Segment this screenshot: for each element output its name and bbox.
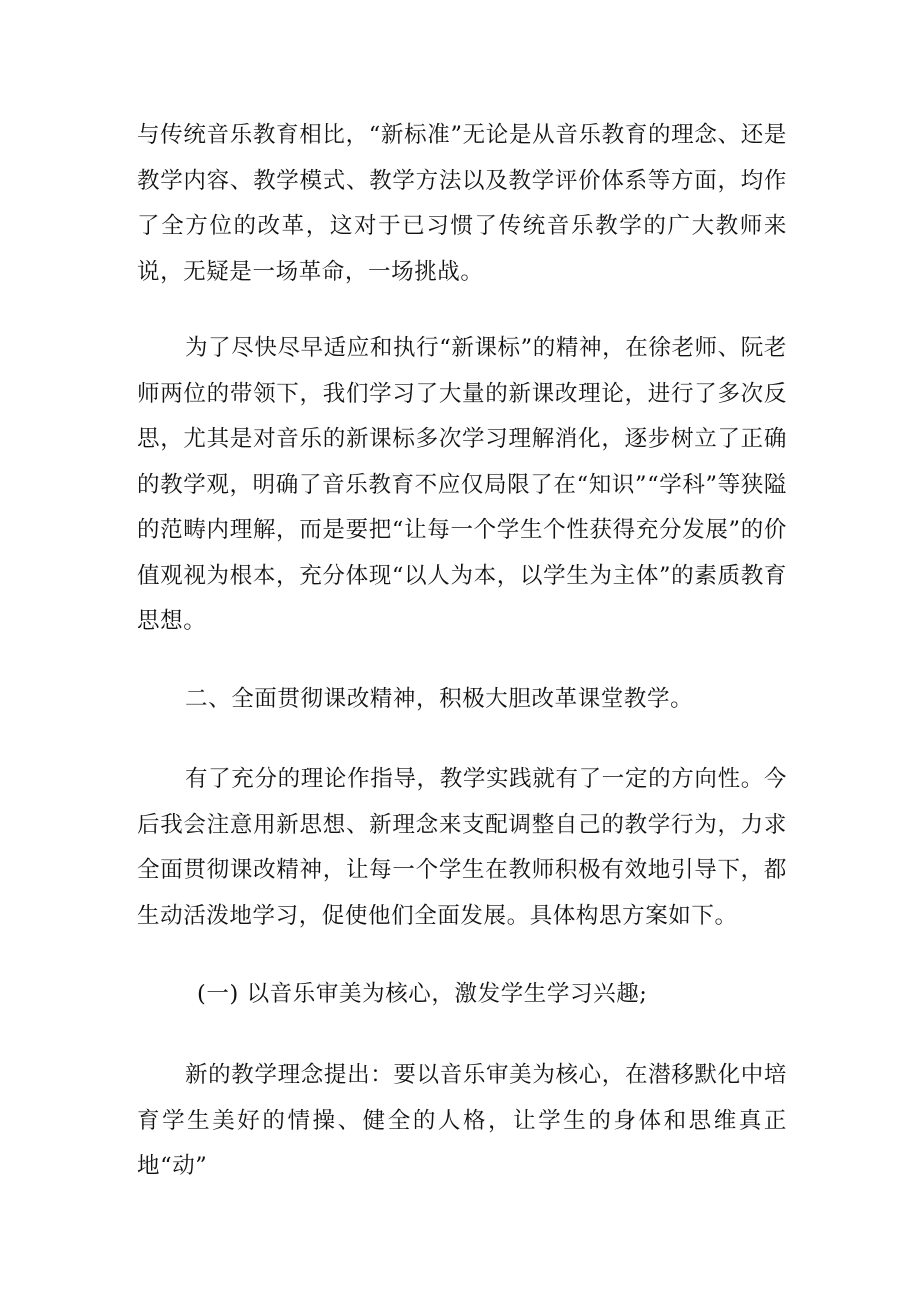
paragraph-theory-guidance: 有了充分的理论作指导，教学实践就有了一定的方向性。今后我会注意用新思想、新理念来支配调整自己的教学行为，力求全面贯彻课改精神，让每一个学生在教师积极有效地引导下，都生动活泼地学习，促使他们全面发展。具体构思方案如下。 bbox=[137, 766, 787, 929]
paragraph-new-curriculum-study: 为了尽快尽早适应和执行“新课标”的精神，在徐老师、阮老师两位的带领下，我们学习了大量的新课改理论，进行了多次反思，尤其是对音乐的新课标多次学习理解消化，逐步树立了正确的教学观，明确了音乐教育不应仅局限了在“知识”“学科”等狭隘的范畴内理解，而是要把“让每一个学生个性获得充分发展”的价值观视为根本，充分体现“以人为本，以学生为主体”的素质教育思想。 bbox=[137, 335, 787, 634]
sub-heading-one: (一) 以音乐审美为核心，激发学生学习兴趣; bbox=[197, 981, 648, 1007]
paragraph-new-teaching-concept: 新的教学理念提出：要以音乐审美为核心，在潜移默化中培育学生美好的情操、健全的人格，让学生的身体和思维真正地“动” bbox=[137, 1062, 787, 1179]
section-heading-two: 二、全面贯彻课改精神，积极大胆改革课堂教学。 bbox=[185, 686, 694, 712]
paragraph-traditional-music-comparison: 与传统音乐教育相比，“新标准”无论是从音乐教育的理念、还是教学内容、教学模式、教学方法以及教学评价体系等方面，均作了全方位的改革，这对于已习惯了传统音乐教学的广大教师来说，无疑是一场革命，一场挑战。 bbox=[137, 122, 787, 285]
